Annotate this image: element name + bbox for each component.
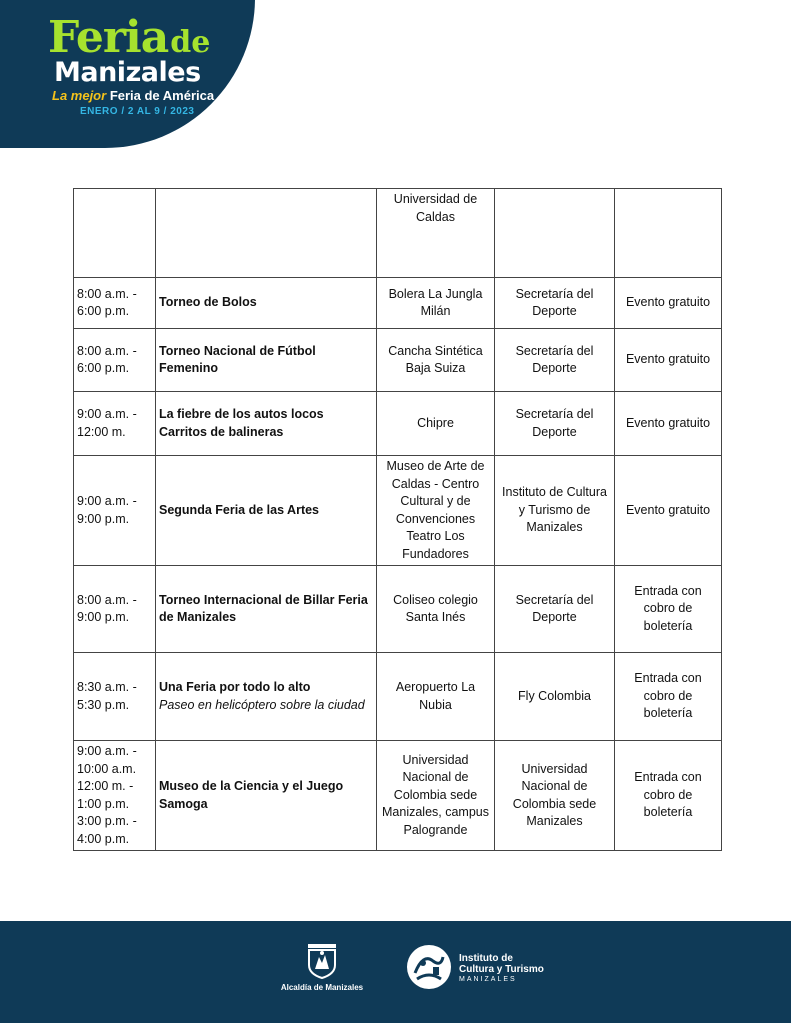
event-cell: Torneo de Bolos (156, 278, 377, 329)
alcaldia-logo (276, 943, 368, 992)
organizer-cell: Secretaría del Deporte (495, 392, 615, 456)
schedule-table (73, 188, 722, 851)
event-cell (156, 653, 377, 741)
instituto-line3: MANIZALES (459, 976, 517, 983)
logo-word-de: de (170, 25, 211, 60)
shield-icon (307, 943, 337, 979)
event-cell: La fiebre de los autos locos Carritos de balineras (156, 392, 377, 456)
time-cell: 8:00 a.m. - 9:00 p.m. (74, 566, 156, 653)
time-cell: 8:30 a.m. - 5:30 p.m. (74, 653, 156, 741)
table-row (74, 392, 722, 456)
cost-cell: Evento gratuito (615, 456, 722, 566)
table-row (74, 189, 722, 278)
table-row (74, 653, 722, 741)
logo-slogan (52, 88, 248, 103)
event-subtitle: Paseo en helicóptero sobre la ciudad (159, 697, 365, 712)
place-cell: Coliseo colegio Santa Inés (377, 566, 495, 653)
place-cell: Aeropuerto La Nubia (377, 653, 495, 741)
cost-cell: Evento gratuito (615, 329, 722, 392)
cost-cell: Entrada con cobro de boletería (615, 653, 722, 741)
table-row (74, 278, 722, 329)
table-row (74, 329, 722, 392)
logo-word-feria: Feria (48, 12, 169, 63)
place-cell: Chipre (377, 392, 495, 456)
event-cell: Segunda Feria de las Artes (156, 456, 377, 566)
cost-cell: Evento gratuito (615, 278, 722, 329)
organizer-cell (495, 189, 615, 278)
organizer-cell: Secretaría del Deporte (495, 329, 615, 392)
logo-word-manizales: Manizales (54, 57, 201, 88)
table-row (74, 566, 722, 653)
place-cell: Universidad de Caldas (377, 189, 495, 278)
table-row (74, 456, 722, 566)
time-cell: 9:00 a.m. - 12:00 m. (74, 392, 156, 456)
time-cell: 9:00 a.m. - 10:00 a.m. 12:00 m. - 1:00 p.m. 3:00 p.m. - 4:00 p.m. (74, 741, 156, 851)
event-cell: Torneo Internacional de Billar Feria de Manizales (156, 566, 377, 653)
organizer-cell: Fly Colombia (495, 653, 615, 741)
time-cell: 8:00 a.m. - 6:00 p.m. (74, 278, 156, 329)
instituto-text (459, 953, 544, 985)
organizer-cell: Secretaría del Deporte (495, 278, 615, 329)
instituto-line1: Instituto de (459, 953, 513, 964)
cost-cell: Entrada con cobro de boletería (615, 566, 722, 653)
organizer-cell: Universidad Nacional de Colombia sede Manizales (495, 741, 615, 851)
time-cell (74, 189, 156, 278)
alcaldia-label: Alcaldía de Manizales (280, 983, 364, 992)
event-title: Una Feria por todo lo alto (159, 680, 311, 694)
time-cell: 9:00 a.m. - 9:00 p.m. (74, 456, 156, 566)
place-cell: Cancha Sintética Baja Suiza (377, 329, 495, 392)
place-cell: Universidad Nacional de Colombia sede Manizales, campus Palogrande (377, 741, 495, 851)
slogan-part2: Feria de América (109, 88, 215, 103)
time-cell: 8:00 a.m. - 6:00 p.m. (74, 329, 156, 392)
logo-dates: ENERO / 2 AL 9 / 2023 (80, 106, 195, 117)
organizer-cell: Secretaría del Deporte (495, 566, 615, 653)
organizer-cell: Instituto de Cultura y Turismo de Manizales (495, 456, 615, 566)
cost-cell: Entrada con cobro de boletería (615, 741, 722, 851)
event-cell: Museo de la Ciencia y el Juego Samoga (156, 741, 377, 851)
instituto-logo (405, 943, 565, 993)
feria-logo (48, 12, 248, 117)
slogan-part1: La mejor (52, 88, 107, 103)
table-row (74, 741, 722, 851)
event-cell (156, 189, 377, 278)
instituto-line2: Cultura y Turismo (459, 964, 544, 975)
cost-cell (615, 189, 722, 278)
place-cell: Bolera La Jungla Milán (377, 278, 495, 329)
instituto-emblem-icon (405, 943, 453, 991)
cost-cell: Evento gratuito (615, 392, 722, 456)
footer-bar (0, 921, 791, 1023)
place-cell: Museo de Arte de Caldas - Centro Cultural y de Convenciones Teatro Los Fundadores (377, 456, 495, 566)
event-cell: Torneo Nacional de Fútbol Femenino (156, 329, 377, 392)
